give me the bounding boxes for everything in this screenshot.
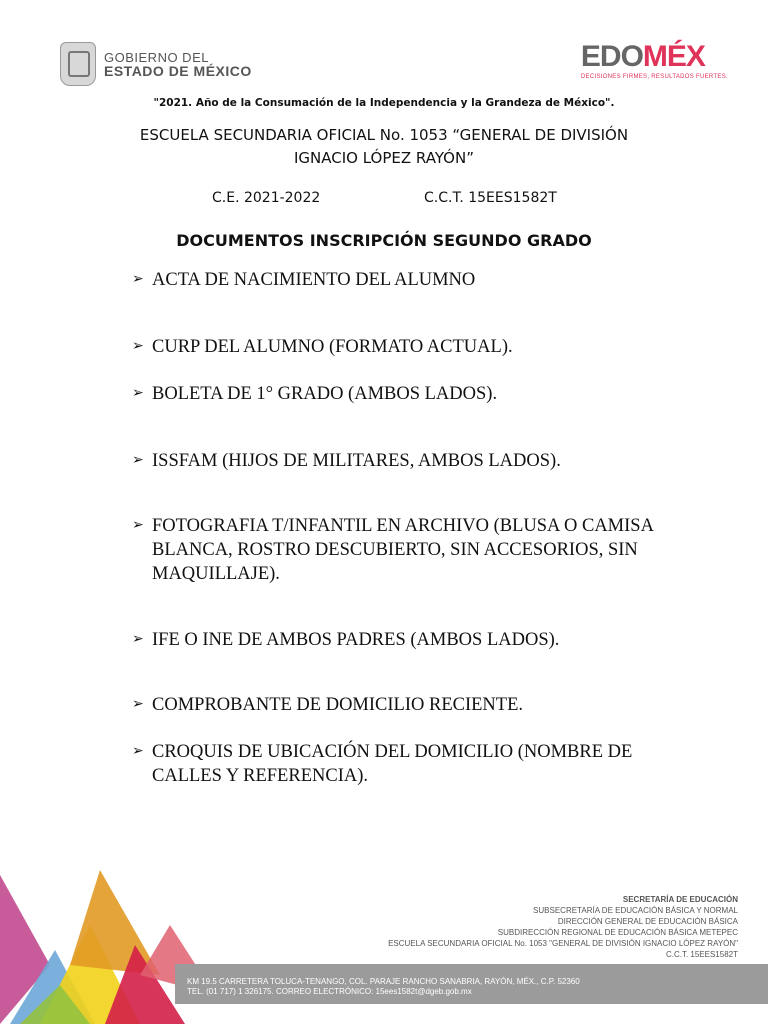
state-seal-icon (60, 42, 96, 86)
edomex-logo (581, 42, 728, 80)
arrow-bullet-icon: ➢ (132, 453, 144, 468)
orange-triangle-shape (70, 870, 160, 975)
footer-line1: SECRETARÍA DE EDUCACIÓN (622, 895, 738, 904)
gobierno-line2: ESTADO DE MÉXICO (104, 62, 252, 79)
footer-line2: SUBSECRETARÍA DE EDUCACIÓN BÁSICA Y NORMAL (533, 906, 738, 915)
list-item: ➢ FOTOGRAFIA T/INFANTIL EN ARCHIVO (BLUSA O CAMISA BLANCA, ROSTRO DESCUBIERTO, SIN ACCESORIOS, SIN MAQUILLAJE). (132, 516, 653, 584)
footer-line5: ESCUELA SECUNDARIA OFICIAL No. 1053 "GENERAL DE DIVISIÓN IGNACIO LÓPEZ RAYÓN" (388, 939, 738, 948)
arrow-bullet-icon: ➢ (132, 632, 144, 647)
footer-contact: TEL. (01 717) 1 326175. CORREO ELECTRÓNICO: 15ees1582t@dgeb.gob.mx (187, 987, 472, 996)
gobierno-logo (60, 42, 252, 86)
school-name: ESCUELA SECUNDARIA OFICIAL No. 1053 “GENERAL DE DIVISIÓN IGNACIO LÓPEZ RAYÓN” (139, 126, 629, 167)
footer-line4: SUBDIRECCIÓN REGIONAL DE EDUCACIÓN BÁSICA METEPEC (497, 928, 738, 937)
arrow-bullet-icon: ➢ (132, 744, 144, 759)
school-cycle: C.E. 2021-2022 (212, 190, 321, 206)
arrow-bullet-icon: ➢ (132, 697, 144, 712)
list-item: ➢ CURP DEL ALUMNO (FORMATO ACTUAL). (132, 337, 513, 357)
footer-institution-info (388, 894, 738, 960)
year-motto: "2021. Año de la Consumación de la Independencia y la Grandeza de México". (153, 97, 615, 109)
gobierno-line1: GOBIERNO DEL (104, 49, 209, 65)
letterhead (0, 38, 768, 88)
edomex-logo-edo: EDO (580, 40, 643, 73)
arrow-bullet-icon: ➢ (132, 386, 144, 401)
footer-address: KM 19.5 CARRETERA TOLUCA-TENANGO, COL. PARAJE RANCHO SANABRIA, RAYÓN, MÉX., C.P. 52360 (187, 977, 580, 986)
edomex-logo-mex: MÉX (642, 40, 705, 73)
footer-line3: DIRECCIÓN GENERAL DE EDUCACIÓN BÁSICA (557, 917, 738, 926)
arrow-bullet-icon: ➢ (132, 272, 144, 287)
arrow-bullet-icon: ➢ (132, 518, 144, 533)
document-title: DOCUMENTOS INSCRIPCIÓN SEGUNDO GRADO (176, 231, 592, 250)
list-item: ➢ IFE O INE DE AMBOS PADRES (AMBOS LADOS). (132, 630, 560, 650)
list-item: ➢ COMPROBANTE DE DOMICILIO RECIENTE. (132, 695, 524, 715)
arrow-bullet-icon: ➢ (132, 339, 144, 354)
footer-line6: C.C.T. 15EES1582T (665, 950, 738, 959)
school-cct: C.C.T. 15EES1582T (424, 190, 557, 206)
footer-address-bar (175, 964, 768, 1004)
list-item: ➢ ISSFAM (HIJOS DE MILITARES, AMBOS LADOS). (132, 451, 561, 471)
list-item: ➢ ACTA DE NACIMIENTO DEL ALUMNO (132, 270, 476, 290)
edomex-tagline: DECISIONES FIRMES, RESULTADOS FUERTES. (580, 74, 728, 80)
list-item: ➢ BOLETA DE 1° GRADO (AMBOS LADOS). (132, 384, 498, 404)
list-item: ➢ CROQUIS DE UBICACIÓN DEL DOMICILIO (NOMBRE DE CALLES Y REFERENCIA). (132, 742, 633, 786)
